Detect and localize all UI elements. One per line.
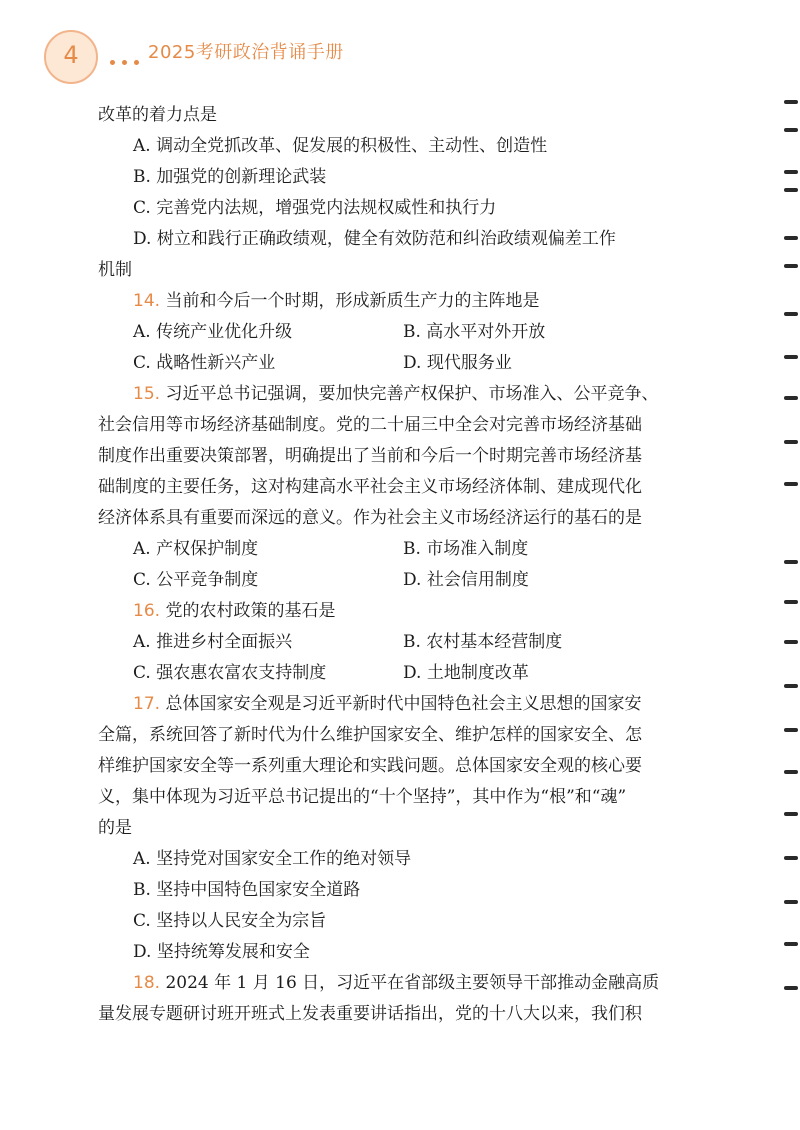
q13-option-b: B. 加强党的创新理论武装 — [133, 167, 327, 187]
q14-stem — [98, 286, 712, 317]
q15-stem-line-2: 社会信用等市场经济基础制度。党的二十届三中全会对完善市场经济基础 — [98, 415, 642, 435]
q16-options-row-1 — [98, 627, 712, 658]
q16-option-b: B. 农村基本经营制度 — [403, 632, 563, 652]
q13-option-c: C. 完善党内法规，增强党内法规权威性和执行力 — [133, 198, 497, 218]
page-body — [98, 100, 712, 1030]
q14-option-d: D. 现代服务业 — [403, 353, 512, 373]
q15-options-row-1 — [98, 534, 712, 565]
q14-option-b: B. 高水平对外开放 — [403, 322, 546, 342]
q17-stem-line-1: 总体国家安全观是习近平新时代中国特色社会主义思想的国家安 — [165, 694, 642, 714]
q16-option-a: A. 推进乡村全面振兴 — [133, 632, 293, 652]
q17-stem-line-5: 的是 — [98, 818, 132, 838]
dots-ornament-icon — [110, 50, 150, 58]
q14-options-row-1 — [98, 317, 712, 348]
q17-stem-line-3: 样维护国家安全等一系列重大理论和实践问题。总体国家安全观的核心要 — [98, 756, 642, 776]
q17-option-d: D. 坚持统筹发展和安全 — [133, 942, 310, 962]
q17-option-c: C. 坚持以人民安全为宗旨 — [133, 911, 327, 931]
q15-stem-line-4: 础制度的主要任务，这对构建高水平社会主义市场经济体制、建成现代化 — [98, 477, 642, 497]
q18-stem — [98, 968, 712, 999]
q13-option-a: A. 调动全党抓改革、促发展的积极性、主动性、创造性 — [133, 136, 548, 156]
q17-stem — [98, 689, 712, 720]
q14-stem-text: 当前和今后一个时期，形成新质生产力的主阵地是 — [165, 291, 540, 311]
q16-option-c: C. 强农惠农富农支持制度 — [133, 663, 327, 683]
q15-stem — [98, 379, 712, 410]
q18-stem-line-2: 量发展专题研讨班开班式上发表重要讲话指出，党的十八大以来，我们积 — [98, 1004, 642, 1024]
q13-stem-tail: 改革的着力点是 — [98, 105, 217, 125]
q15-options-row-2 — [98, 565, 712, 596]
q15-option-c: C. 公平竞争制度 — [133, 570, 259, 590]
q15-option-d: D. 社会信用制度 — [403, 570, 529, 590]
q15-option-a: A. 产权保护制度 — [133, 539, 259, 559]
q14-options-row-2 — [98, 348, 712, 379]
q17-option-b: B. 坚持中国特色国家安全道路 — [133, 880, 361, 900]
q15-stem-line-1: 习近平总书记强调，要加快完善产权保护、市场准入、公平竞争、 — [165, 384, 659, 404]
q16-options-row-2 — [98, 658, 712, 689]
q17-stem-line-2: 全篇，系统回答了新时代为什么维护国家安全、维护怎样的国家安全、怎 — [98, 725, 642, 745]
book-title: 2025考研政治背诵手册 — [148, 42, 344, 63]
q14-option-a: A. 传统产业优化升级 — [133, 322, 293, 342]
q16-number: 16. — [133, 601, 161, 621]
q15-option-b: B. 市场准入制度 — [403, 539, 529, 559]
q14-number: 14. — [133, 291, 161, 311]
q18-number: 18. — [133, 973, 161, 993]
page-number-badge: 4 — [44, 30, 98, 84]
q17-stem-line-4: 义，集中体现为习近平总书记提出的“十个坚持”，其中作为“根”和“魂” — [98, 787, 627, 807]
q17-number: 17. — [133, 694, 161, 714]
q13-option-d: D. 树立和践行正确政绩观，健全有效防范和纠治政绩观偏差工作 — [133, 229, 616, 249]
q16-option-d: D. 土地制度改革 — [403, 663, 529, 683]
q18-stem-line-1: 2024 年 1 月 16 日，习近平在省部级主要领导干部推动金融高质 — [165, 973, 660, 993]
q16-stem — [98, 596, 712, 627]
binding-edge-marks — [770, 0, 800, 1130]
q14-option-c: C. 战略性新兴产业 — [133, 353, 276, 373]
q17-option-a: A. 坚持党对国家安全工作的绝对领导 — [133, 849, 412, 869]
q15-number: 15. — [133, 384, 161, 404]
q15-stem-line-3: 制度作出重要决策部署，明确提出了当前和今后一个时期完善市场经济基 — [98, 446, 642, 466]
q16-stem-text: 党的农村政策的基石是 — [165, 601, 336, 621]
page-header — [32, 22, 452, 82]
q13-option-d-continued: 机制 — [98, 260, 132, 280]
q15-stem-line-5: 经济体系具有重要而深远的意义。作为社会主义市场经济运行的基石的是 — [98, 508, 642, 528]
